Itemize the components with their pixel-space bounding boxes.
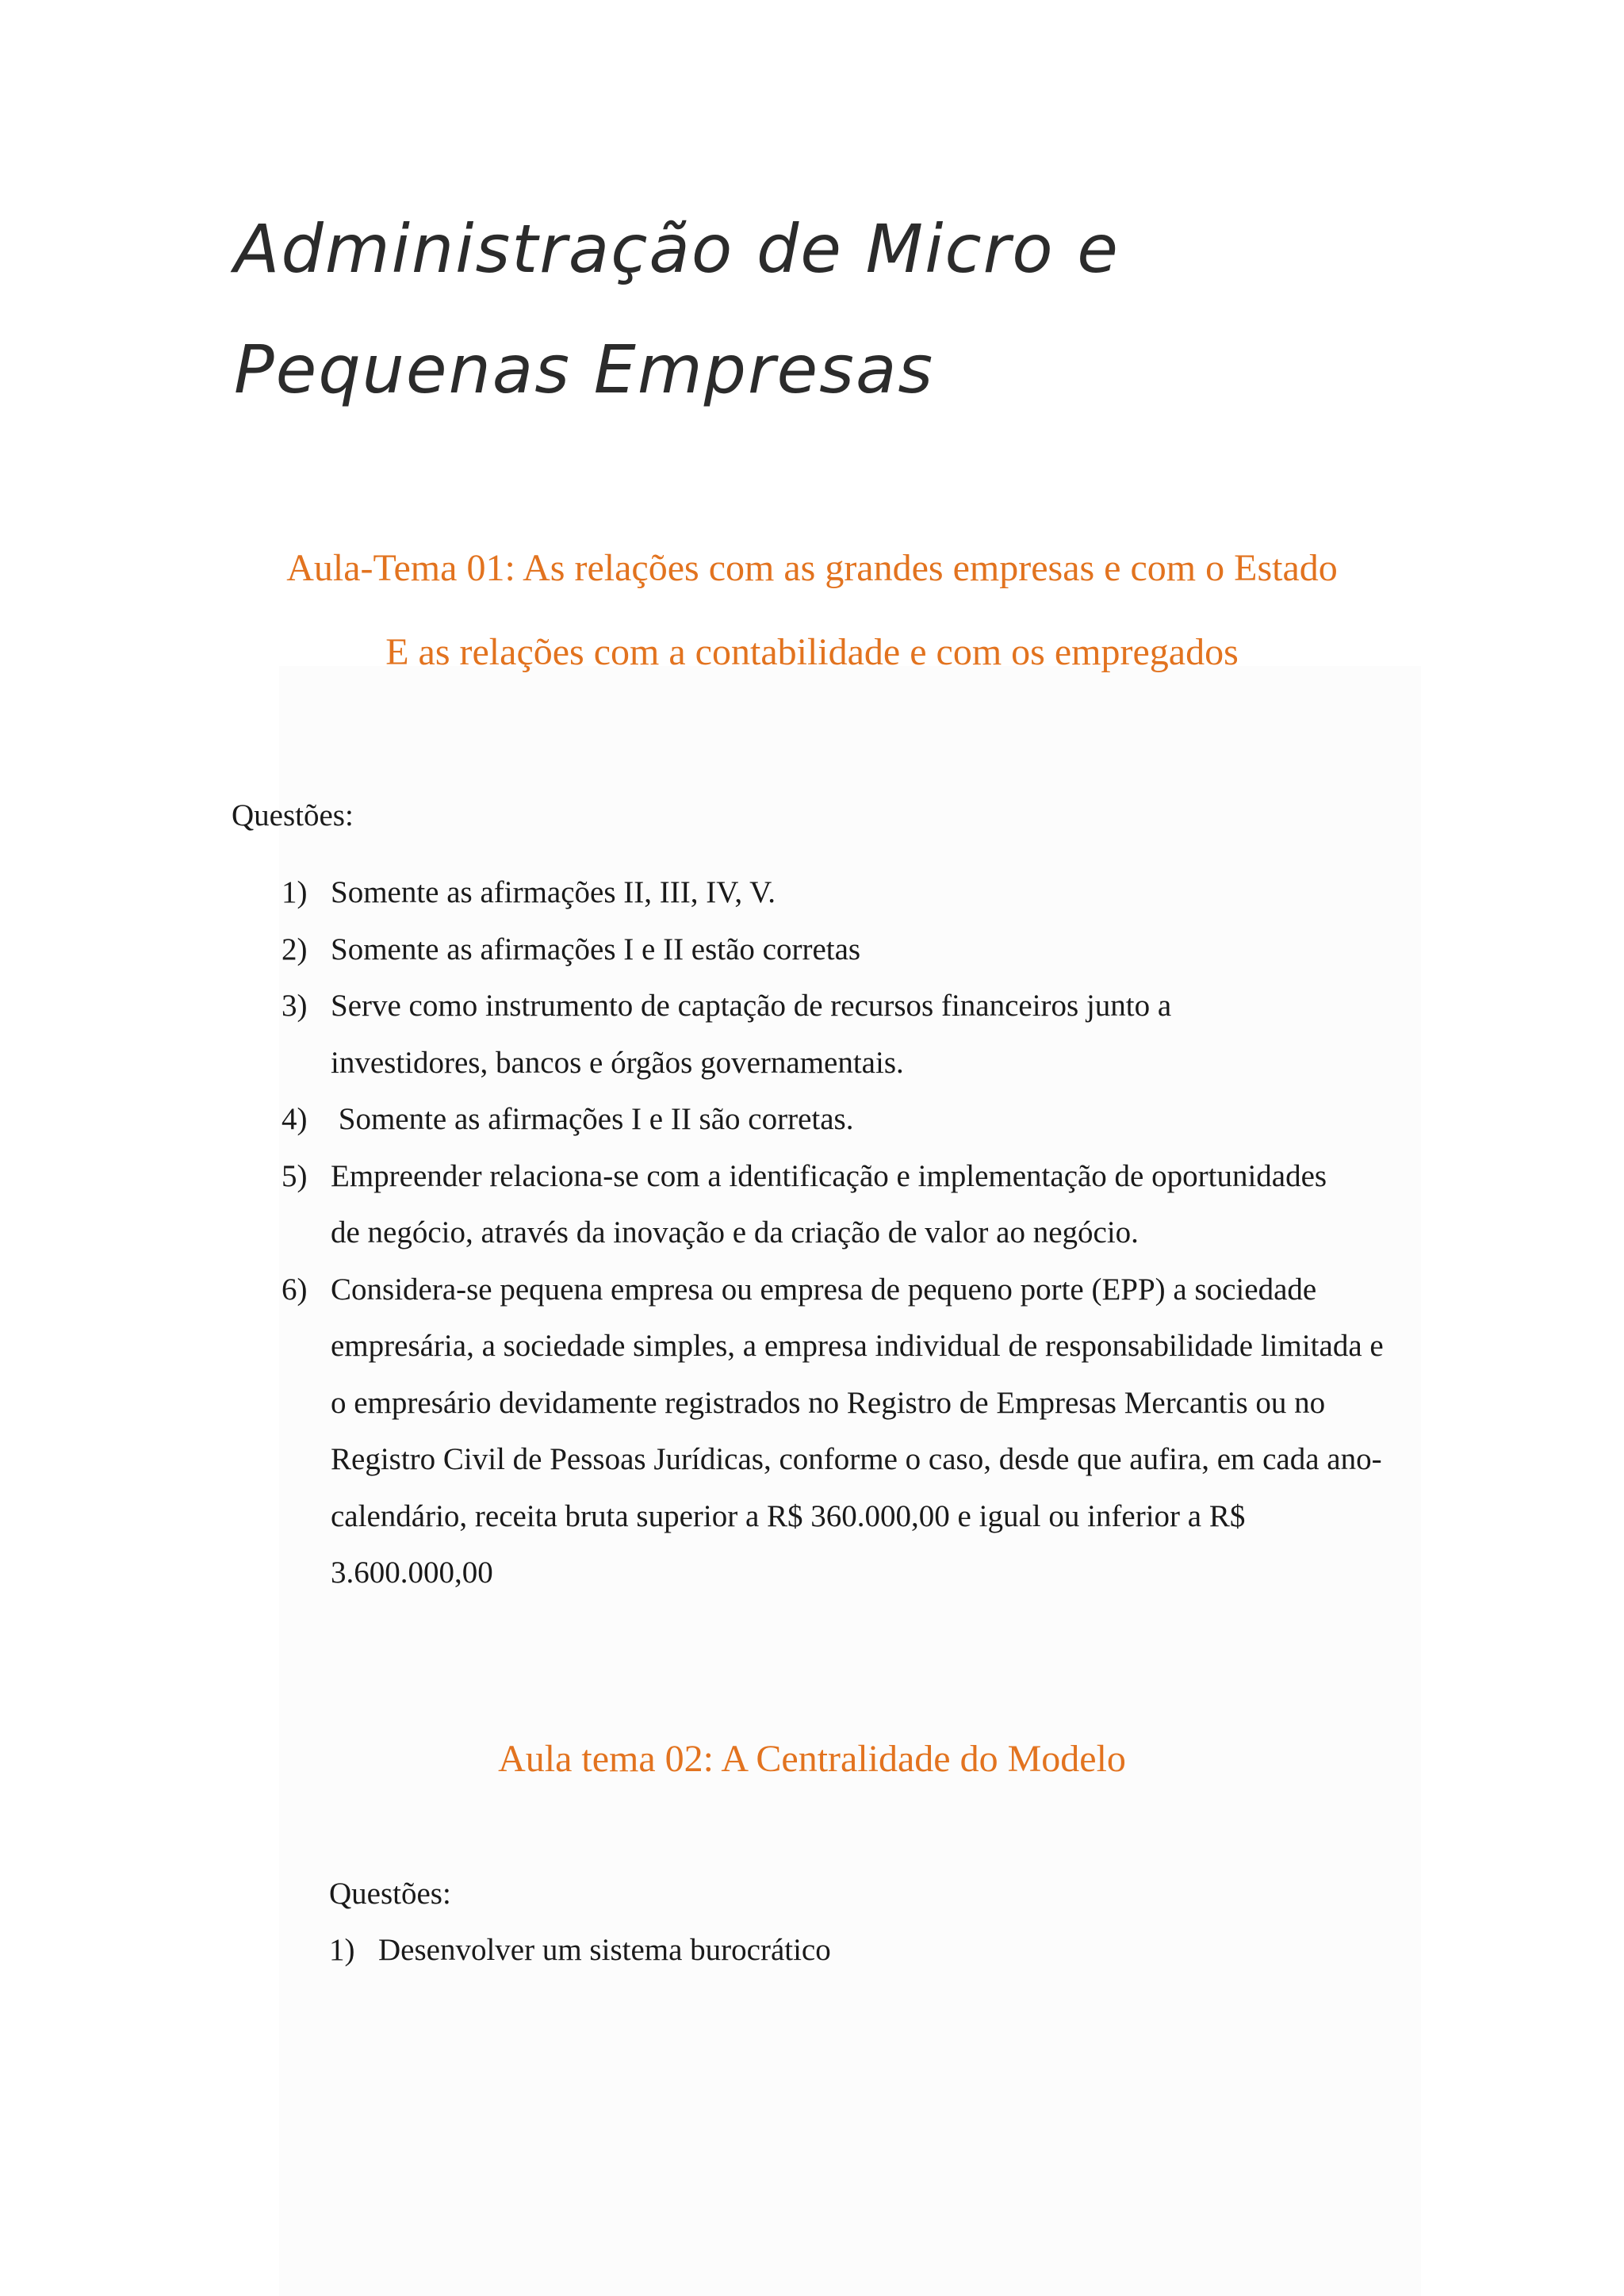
list-item-text: Somente as afirmações I e II são corretas. xyxy=(331,1102,854,1136)
list-item xyxy=(282,864,1392,921)
list-item xyxy=(282,1091,1392,1148)
list-item xyxy=(329,1922,1360,1979)
list-item xyxy=(282,921,1392,978)
document-title-line-1: Administração de Micro e xyxy=(234,210,1120,288)
list-item-number: 5) xyxy=(282,1158,308,1193)
document-title xyxy=(234,189,1423,430)
list-item-number: 6) xyxy=(282,1272,308,1307)
list-item-text: Empreender relaciona-se com a identificação e implementação de oportunidades de negócio, através da inovação e da criação de valor ao negócio. xyxy=(331,1158,1327,1249)
list-item-text: Desenvolver um sistema burocrático xyxy=(378,1933,831,1967)
section-1-heading xyxy=(0,526,1624,695)
list-item xyxy=(282,978,1392,1091)
list-item-number: 1) xyxy=(282,875,308,909)
section-1-heading-line-2: E as relações com a contabilidade e com os empregados xyxy=(385,631,1239,673)
list-item-text: Serve como instrumento de captação de recursos financeiros junto a investidores, bancos e órgãos governamentais. xyxy=(331,989,1172,1080)
section-2-heading xyxy=(0,1717,1624,1801)
list-item xyxy=(282,1261,1392,1601)
list-item-number: 3) xyxy=(282,989,308,1023)
section-1-question-list xyxy=(282,864,1392,1601)
list-item-text: Somente as afirmações II, III, IV, V. xyxy=(331,875,776,909)
list-item-number: 4) xyxy=(282,1102,308,1136)
section-2-question-list xyxy=(329,1922,1360,1979)
section-1-questions-label: Questões: xyxy=(232,798,354,832)
list-item-text: Somente as afirmações I e II estão corretas xyxy=(331,932,861,966)
list-item-number: 2) xyxy=(282,932,308,966)
section-1-heading-line-1: Aula-Tema 01: As relações com as grandes empresas e com o Estado xyxy=(286,547,1338,589)
document-title-line-2: Pequenas Empresas xyxy=(234,331,935,408)
list-item-text: Considera-se pequena empresa ou empresa de pequeno porte (EPP) a sociedade empresária, a sociedade simples, a empresa individual de responsabilidade limitada e o empresário devidamente registrados no Registro de Empresas Mercantis ou no Registro Civil de Pessoas Jurídicas, conforme o caso, desde que aufira, em cada ano-calendário, receita bruta superior a R$ 360.000,00 e igual ou inferior a R$ 3.600.000,00 xyxy=(331,1272,1384,1590)
list-item xyxy=(282,1148,1392,1261)
section-2-heading-line-1: Aula tema 02: A Centralidade do Modelo xyxy=(498,1738,1126,1780)
list-item-number: 1) xyxy=(329,1933,355,1967)
section-2-questions-label: Questões: xyxy=(329,1877,451,1911)
